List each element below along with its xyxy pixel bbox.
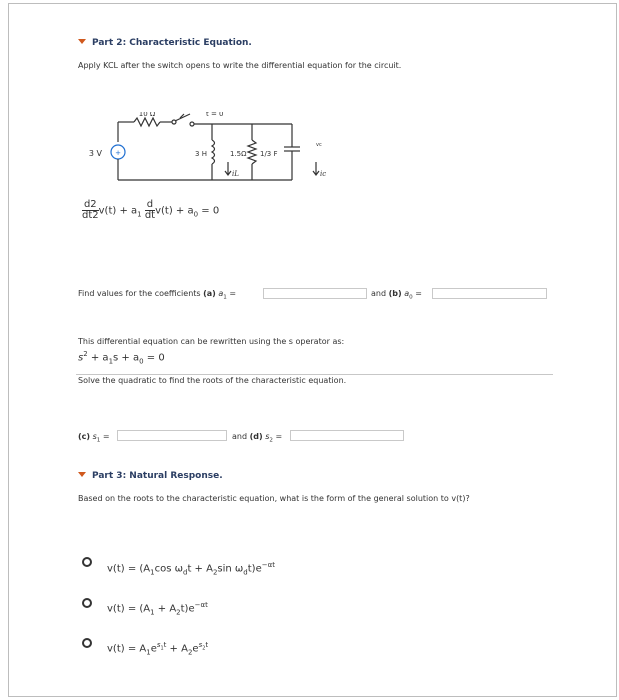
part2-instruction: Apply KCL after the switch opens to write the differential equation for the circuit. (78, 61, 402, 70)
find-b-sub: 0 (409, 294, 413, 301)
opt3-e1: s (156, 641, 161, 649)
find-b-eq: = (412, 289, 422, 298)
opt2-exp: −αt (194, 601, 208, 609)
opt3-mid: + A (166, 643, 188, 655)
root-s2-sub: 2 (269, 437, 273, 444)
opt3-e1s: 1 (160, 645, 164, 652)
eq-term1: v(t) + a (98, 205, 138, 217)
s-a1: + a (87, 352, 109, 364)
coefficient-a1-input[interactable] (263, 288, 367, 299)
opt1-mid: t + A (187, 563, 213, 575)
inductor-label: 3 H (195, 150, 207, 158)
rewrite-text: This differential equation can be rewritten using the s operator as: (78, 337, 345, 346)
opt1-rest: cos ω (154, 563, 183, 575)
source-label: 3 V (88, 149, 102, 158)
resistor-1-5-icon (248, 140, 256, 164)
opt2-s2: 2 (176, 608, 181, 617)
find-b-var: a (404, 289, 410, 298)
opt3-main: v(t) = A (107, 643, 147, 655)
option-1-radio[interactable] (82, 557, 92, 567)
current-L-label: iL (232, 170, 239, 178)
eq-term2: v(t) + a (155, 205, 194, 217)
opt1-tail: t)e (247, 563, 262, 575)
root-s1-input[interactable] (117, 430, 227, 441)
resistor-10-icon (134, 118, 160, 126)
resistor2-label: 1.5Ω (230, 150, 247, 158)
collapse-caret-icon[interactable] (78, 472, 86, 477)
find-a-sub: 1 (223, 294, 227, 301)
option-2-radio[interactable] (82, 598, 92, 608)
root-s1-sub: 1 (96, 437, 101, 444)
opt2-rest: + A (154, 603, 177, 615)
opt1-s4: d (243, 568, 248, 577)
coefficient-a0-input[interactable] (432, 288, 547, 299)
opt3-e2t: t (205, 641, 209, 649)
root-s2-input[interactable] (290, 430, 404, 441)
switch-label: t = 0 (206, 112, 224, 118)
s-operator-equation: $s^2 + a_1s + a_0 = 0$ (78, 350, 165, 366)
root-and: and (232, 432, 248, 441)
opt1-exp: −αt (261, 561, 275, 569)
current-C-label: ic (320, 170, 327, 178)
s-term2: s + a (113, 352, 140, 364)
root-d-label: (d) (249, 432, 263, 441)
option-2-label[interactable] (107, 601, 208, 616)
find-a-eq: = (226, 289, 237, 298)
frac-den2: dt (144, 210, 156, 221)
circuit-diagram (80, 112, 350, 192)
option-1-label[interactable] (107, 561, 275, 576)
part3-question: Based on the roots to the characteristic equation, what is the form of the general solution to v(t)? (78, 494, 470, 503)
frac-num2: d (146, 199, 154, 210)
opt3-tail: e (192, 643, 199, 655)
opt3-s1: 1 (146, 648, 151, 657)
svg-text:+: + (115, 149, 121, 157)
opt1-s3: 2 (212, 568, 218, 577)
opt2-tail: t)e (180, 603, 195, 615)
differential-equation (82, 200, 219, 221)
opt3-s2: 2 (187, 648, 193, 657)
frac-num: d2 (83, 199, 97, 210)
opt3-e2: s (198, 641, 203, 649)
find-and: and (371, 289, 387, 298)
part3-title: Part 3: Natural Response. (92, 471, 223, 481)
find-b-text (371, 289, 422, 301)
part2-title: Part 2: Characteristic Equation. (92, 38, 252, 48)
cap-voltage-label: vc (316, 142, 322, 148)
root-c-text (78, 432, 110, 444)
eq-a0-sub: 0 (193, 210, 199, 219)
find-b-label: (b) (388, 289, 402, 298)
root-s1-eq: = (100, 432, 110, 441)
eq-rhs: = 0 (198, 205, 220, 217)
find-prefix: Find values for the coefficients (78, 289, 201, 298)
root-s2-eq: = (272, 432, 283, 441)
resistor1-label: 10 Ω (138, 112, 156, 118)
divider (76, 374, 553, 375)
inductor-icon (212, 140, 215, 164)
root-s2-var: s (265, 432, 270, 441)
find-a-label: (a) (203, 289, 216, 298)
opt3-rest: e (150, 643, 157, 655)
opt1-s2: d (182, 568, 188, 577)
capacitor-label: 1/3 F (260, 150, 278, 158)
opt1-main: v(t) = (A (107, 563, 151, 575)
frac-den: dt2 (82, 210, 99, 221)
opt3-e2s: 2 (202, 645, 206, 652)
part2-heading[interactable] (78, 38, 252, 48)
s-var: s (78, 352, 84, 364)
option-3-radio[interactable] (82, 638, 92, 648)
switch-contact-b (190, 122, 194, 126)
s-rest: = 0 (143, 352, 165, 364)
solve-instruction: Solve the quadratic to find the roots of the characteristic equation. (78, 376, 347, 385)
find-a-var: a (218, 289, 224, 298)
option-3-label[interactable] (107, 641, 208, 656)
opt1-mid2: sin ω (217, 563, 244, 575)
root-s1-var: s (92, 432, 97, 441)
opt1-s1: 1 (150, 568, 155, 577)
collapse-caret-icon[interactable] (78, 39, 86, 44)
part3-heading[interactable] (78, 471, 223, 481)
opt2-main: v(t) = (A (107, 603, 151, 615)
root-c-label: (c) (78, 432, 91, 441)
s-exp: 2 (83, 350, 88, 358)
root-d-text (232, 432, 282, 444)
eq-a1-sub: 1 (137, 210, 142, 219)
opt2-s1: 1 (150, 608, 155, 617)
find-coefficients-text (78, 289, 236, 301)
opt3-e1t: t (163, 641, 167, 649)
